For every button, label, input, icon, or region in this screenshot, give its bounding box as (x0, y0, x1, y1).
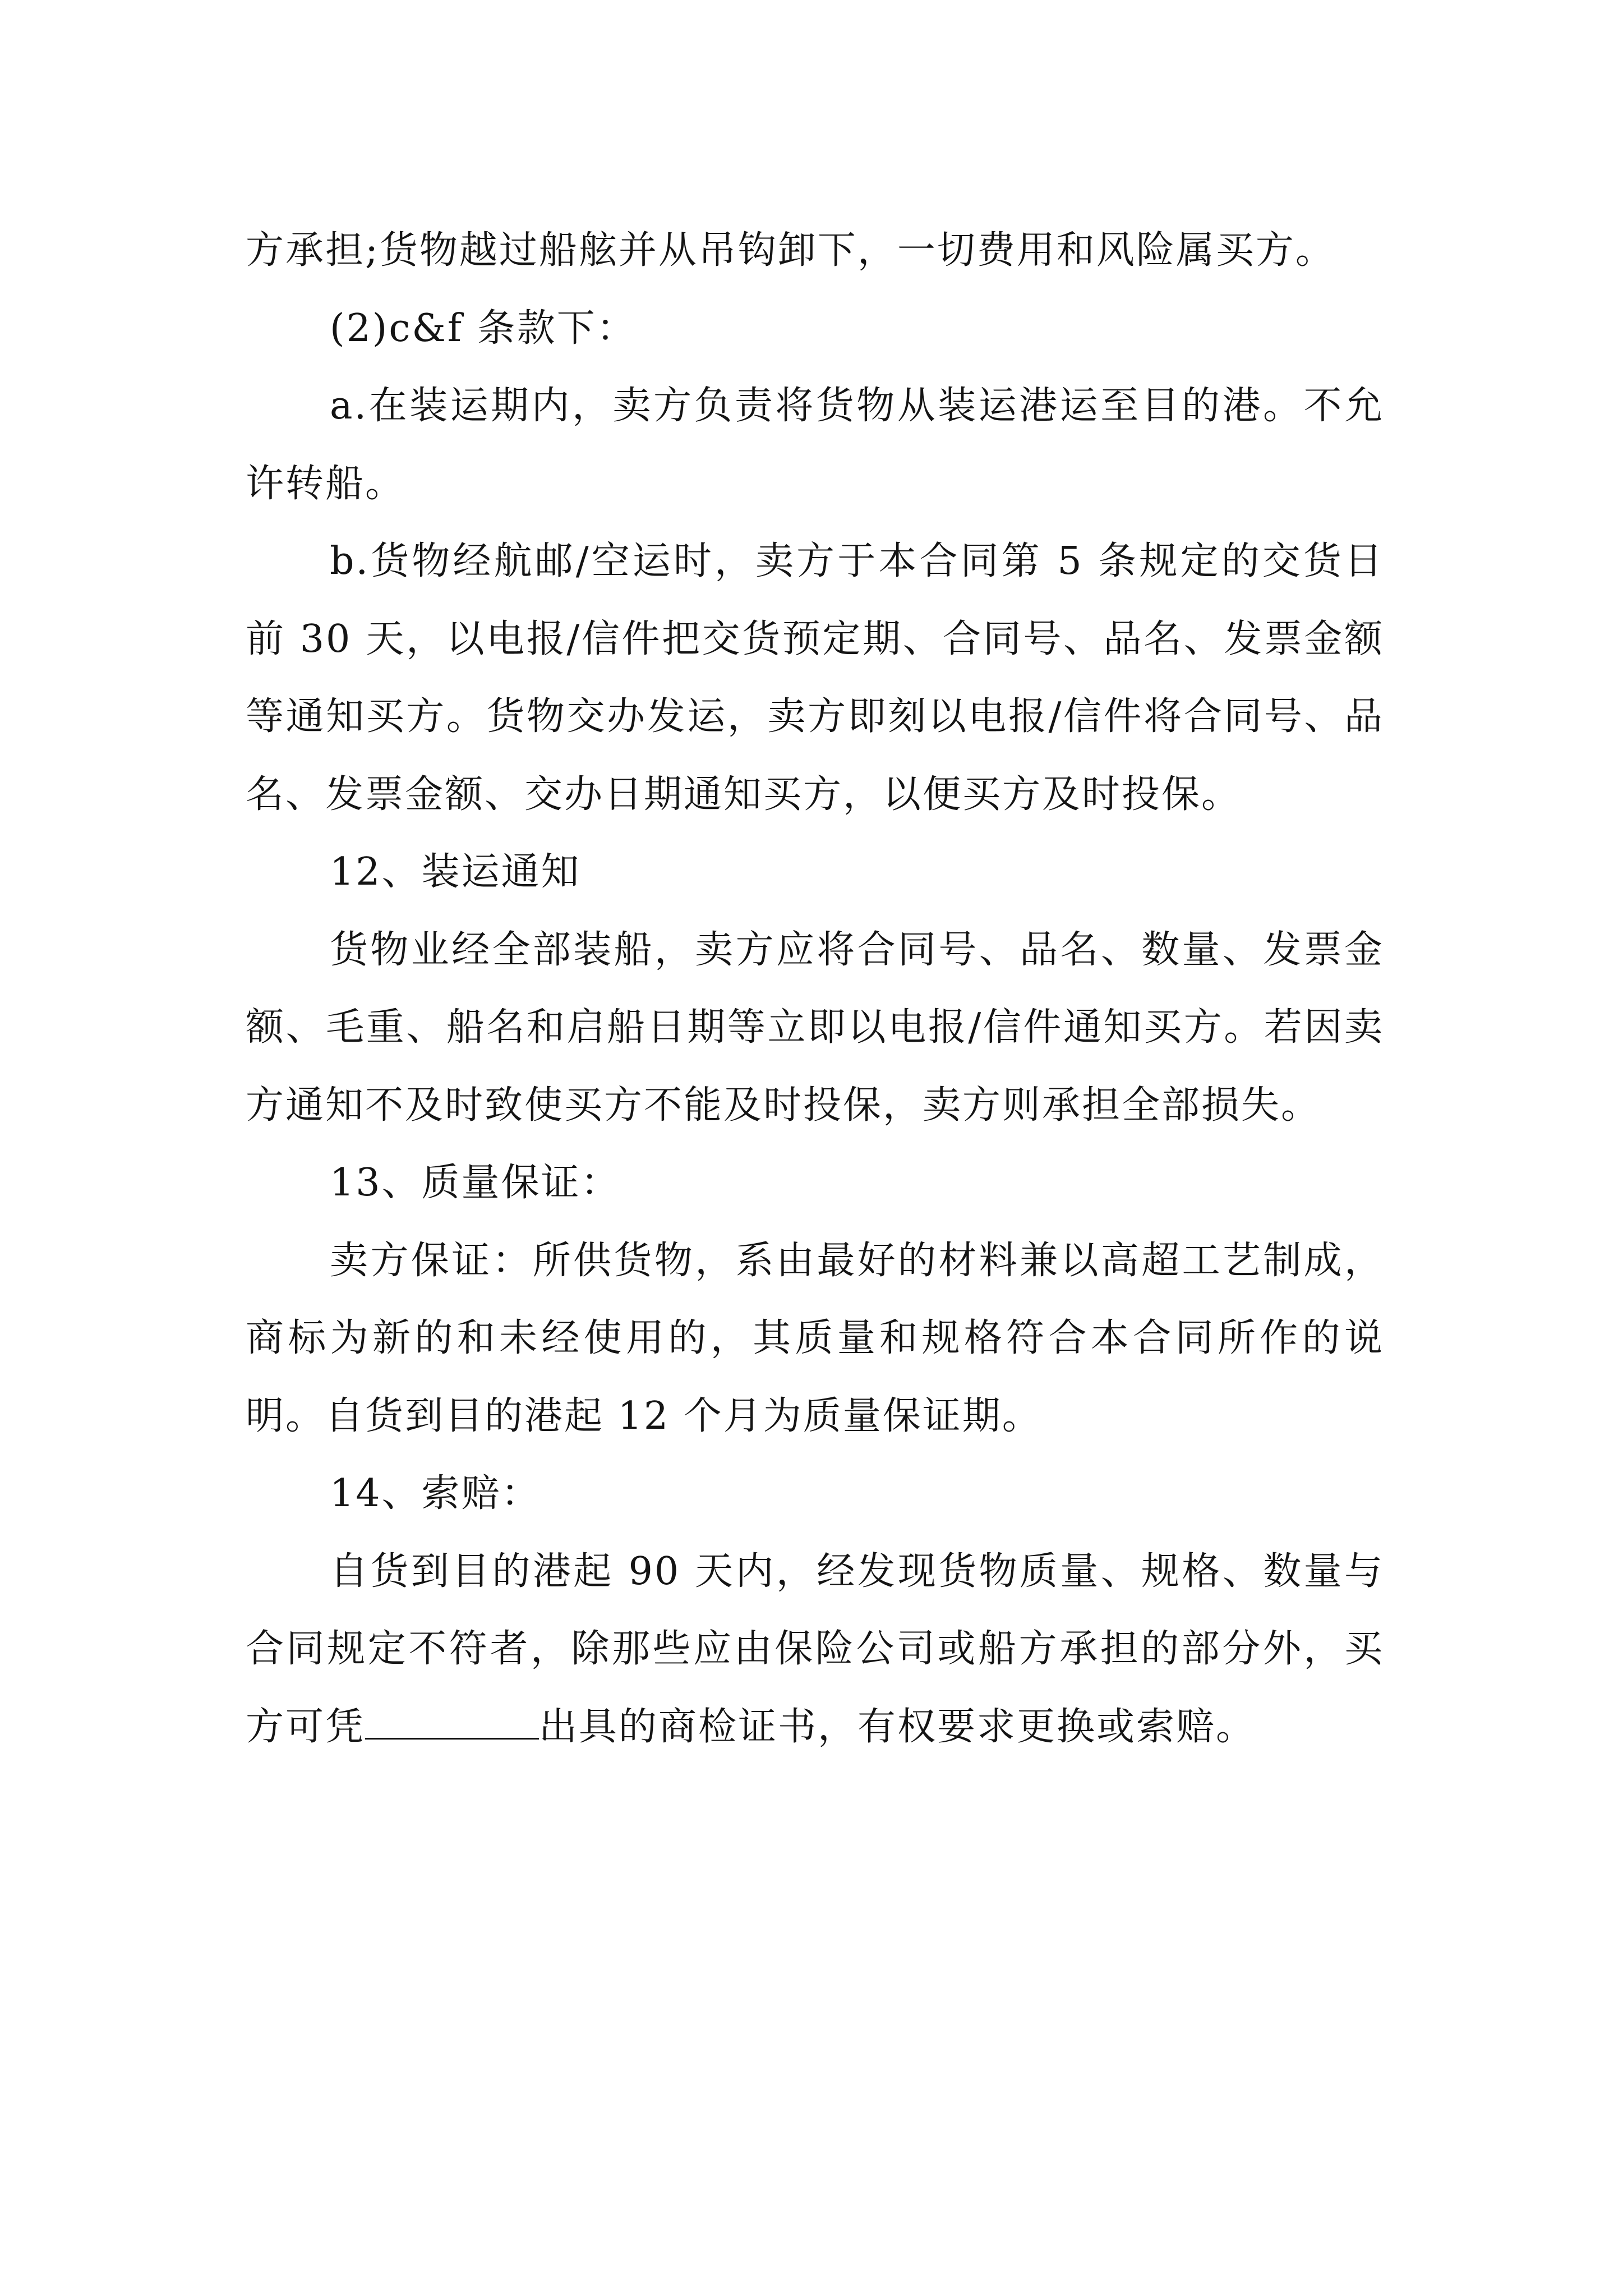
section-13-heading: 13、质量保证： (330, 1161, 621, 1205)
clause-cf-item-a: a.在装运期内，卖方负责将货物从装运港运至目的港。不允许转船。 (246, 384, 1384, 506)
fill-in-blank-line (365, 1704, 539, 1740)
document-body (246, 212, 1384, 1766)
clause-cf-heading: (2)c&f 条款下： (330, 306, 637, 351)
section-14-heading: 14、索赔： (330, 1471, 541, 1516)
paragraph-continuation: 方承担;货物越过船舷并从吊钩卸下，一切费用和风险属买方。 (246, 228, 1335, 273)
section-13-body: 卖方保证：所供货物，系由最好的材料兼以高超工艺制成，商标为新的和未经使用的，其质量和规格符合本合同所作的说明。自货到目的港起 12 个月为质量保证期。 (246, 1238, 1384, 1438)
section-12-body: 货物业经全部装船，卖方应将合同号、品名、数量、发票金额、毛重、船名和启船日期等立即以电报/信件通知买方。若因卖方通知不及时致使买方不能及时投保，卖方则承担全部损失。 (246, 927, 1384, 1128)
section-14-text-after-blank: 出具的商检证书，有权要求更换或索赔。 (539, 1704, 1256, 1749)
section-12-heading: 12、装运通知 (330, 850, 581, 894)
section-14-text-before-blank: 自货到目的港起 90 天内，经发现货物质量、规格、数量与合同规定不符者，除那些应由保险公司或船方承担的部分外，买方可凭 (246, 1549, 1384, 1749)
clause-cf-item-b: b.货物经航邮/空运时，卖方于本合同第 5 条规定的交货日前 30 天，以电报/信件把交货预定期、合同号、品名、发票金额等通知买方。货物交办发运，卖方即刻以电报/信件将合同号、品名、发票金额、交办日期通知买方，以便买方及时投保。 (246, 539, 1384, 817)
section-14-body (246, 1533, 1384, 1766)
